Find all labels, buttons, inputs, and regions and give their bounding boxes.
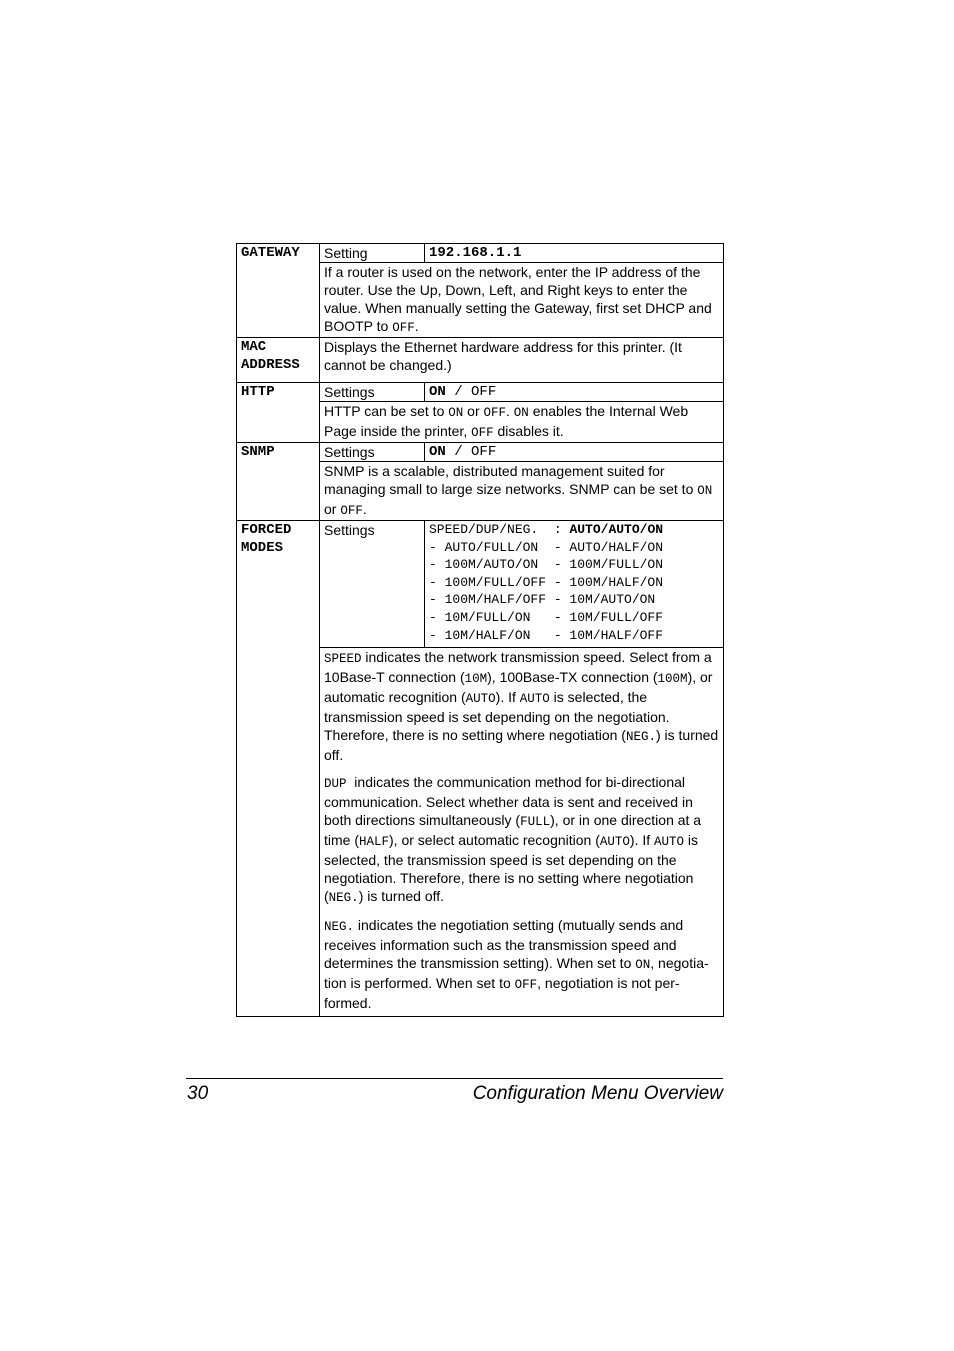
forced-modes-setting-label: Settings xyxy=(320,521,425,648)
footer-title: Configuration Menu Overview xyxy=(472,1083,723,1104)
speed-paragraph: SPEED indicates the network transmission speed. Select from a 10Base-T connection (10M), 100Base-TX connection (100M), or automatic recognition (AUTO). If AUTO is selected, the transmission speed is set depending on the negotiation. Therefore, there is no setting where negotiation (NEG.) is turned off. xyxy=(324,649,719,764)
forced-modes-key: FORCED MODES xyxy=(237,521,320,1017)
mac-address-key: MAC ADDRESS xyxy=(237,338,320,383)
dup-paragraph: DUP indicates the communication method for bi-directional communication. Select whether data is sent and received in both directions simultaneously (FULL), or in one direction at a time (HALF), or select automatic recognition (AUTO). If AUTO is selected, the transmission speed is set depending on the negotiation. Therefore, there is no setting where negotiation (NEG.) is turned off. xyxy=(324,774,702,906)
http-description: HTTP can be set to ON or OFF. ON enables the Internal Web Page inside the printer, OFF disables it. xyxy=(320,402,724,443)
page-number: 30 xyxy=(187,1083,209,1104)
configuration-menu-table xyxy=(236,243,724,1017)
forced-modes-option: - 100M/HALF/OFF - 10M/AUTO/ON xyxy=(429,592,656,608)
forced-modes-option: - 10M/HALF/ON - 10M/HALF/OFF xyxy=(429,627,664,643)
forced-modes-default: SPEED/DUP/NEG. : AUTO/AUTO/ON xyxy=(429,522,664,537)
mac-address-row xyxy=(237,338,724,383)
gateway-description: If a router is used on the network, enter the IP address of the router. Use the Up, Down, Left, and Right keys to enter the value. When manually setting the Gateway, first set DHCP and BOOTP to OFF. xyxy=(320,263,724,338)
neg-paragraph: NEG. indicates the negotiation setting (mutually sends and receives information such as the transmission speed and determines the transmission setting). When set to ON, negotia-tion is performed. When set to OFF, negotiation is not per-formed. xyxy=(324,917,709,1012)
footer-rule xyxy=(186,1078,723,1079)
forced-modes-option: - AUTO/FULL/ON - AUTO/HALF/ON xyxy=(429,539,664,555)
forced-modes-setting-row xyxy=(237,521,724,648)
snmp-key: SNMP xyxy=(237,443,320,521)
http-setting-label: Settings xyxy=(320,383,425,402)
http-key: HTTP xyxy=(237,383,320,443)
http-value: ON / OFF xyxy=(425,383,724,402)
snmp-description: SNMP is a scalable, distributed management suited for managing small to large size networks. SNMP can be set to ON or OFF. xyxy=(320,462,724,521)
forced-modes-option: - 100M/AUTO/ON - 100M/FULL/ON xyxy=(429,557,664,573)
gateway-value: 192.168.1.1 xyxy=(425,244,724,263)
gateway-setting-row xyxy=(237,244,724,263)
snmp-value: ON / OFF xyxy=(425,443,724,462)
forced-modes-description xyxy=(320,648,724,1017)
gateway-key: GATEWAY xyxy=(237,244,320,338)
forced-modes-option: - 100M/FULL/OFF - 100M/HALF/ON xyxy=(429,574,664,590)
forced-modes-option: - 10M/FULL/ON - 10M/FULL/OFF xyxy=(429,609,664,625)
snmp-setting-label: Settings xyxy=(320,443,425,462)
mac-address-description: Displays the Ethernet hardware address for this printer. (It cannot be changed.) xyxy=(320,338,724,383)
forced-modes-options xyxy=(425,521,724,648)
snmp-setting-row xyxy=(237,443,724,462)
gateway-setting-label: Setting xyxy=(320,244,425,263)
http-setting-row xyxy=(237,383,724,402)
